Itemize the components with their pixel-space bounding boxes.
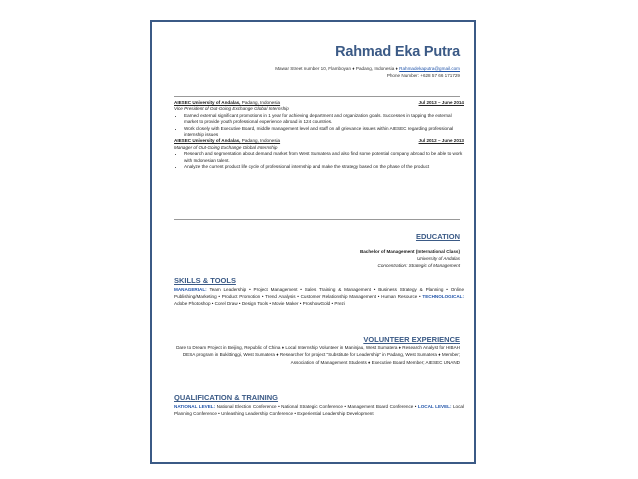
date-range: Jul 2012 – June 2013: [418, 138, 464, 144]
education-block: [360, 248, 460, 269]
national-label: NATIONAL LEVEL:: [174, 404, 216, 409]
local-label: LOCAL LEVEL:: [417, 404, 452, 409]
skills-title: SKILLS & TOOLS: [174, 276, 236, 285]
divider: [174, 96, 460, 97]
experience-item: [174, 100, 464, 138]
bullet: • Research and segmentation about demand market from West Sumatera and also find some potential company abroad to be able to work with Indonesian talent.: [184, 151, 464, 164]
org-location: Padang, Indonesia: [241, 100, 281, 105]
managerial-label: MANAGERIAL:: [174, 287, 207, 292]
contact-info: [170, 65, 460, 79]
email-link[interactable]: Rahmadekaputra@gmail.com: [399, 66, 460, 71]
bullet: • Earned external significant promotions in 1 year for achieving department and organization goals. Successes in tapping the external market to provide youth professional experience abroad in 124 countries.: [184, 113, 464, 126]
date-range: Jul 2013 – June 2014: [418, 100, 464, 105]
technological-text: Adobe Photoshop • Corel Draw • Design Tools • Movie Maker • ProshowGold • Prezi: [174, 301, 345, 307]
experience-item: [174, 138, 464, 170]
university: University of Andalas: [417, 256, 460, 261]
national-text: National Election Conference • National Strategic Conference • Management Board Conference •: [216, 404, 417, 409]
managerial-text: Team Leadership • Project Management • Sales Training & Management • Business Strategy & Planning • Online Publishing/Marketing • Product Promotion • Trend Analysis • Customer Relationship Management • Human Resource •: [174, 287, 465, 300]
degree: Bachelor of Management (International Class): [359, 249, 460, 254]
local-text: Local Planning Conference • Unleashing Leadership Conference • Experiential Leadership Development: [174, 404, 464, 417]
bullet: • Work closely with Executive Board, middle management level and staff on all grievance issues within AIESEC regarding professional internship issues: [184, 126, 464, 139]
qualification-block: [174, 403, 464, 417]
role-title: Vice President of Out-Going Exchange Global Internship: [174, 106, 289, 112]
address: Mawar Street number 10, Flamboyan ♦ Padang, Indonesia ♦: [275, 66, 398, 71]
org-name: AIESEC University of Andalas,: [174, 100, 241, 105]
experience-section: [174, 100, 464, 170]
resume-page: [150, 20, 476, 464]
role-title: Manager of Out-Going Exchange Global Internship: [174, 144, 278, 150]
candidate-name: Rahmad Eka Putra: [335, 44, 460, 60]
concentration: Concentration: Strategic of Management: [377, 263, 460, 268]
volunteer-title: VOLUNTEER EXPERIENCE: [363, 335, 460, 344]
education-title: EDUCATION: [415, 232, 460, 241]
org-location: Padang, Indonesia: [241, 138, 281, 144]
volunteer-text: Dare to Dream Project in Beijing, Republic of China ♦ Local Internship Volunteer in Maninjau, West Sumatera ♦ Research Analyst for HIBAH DESA program in Bukittinggi, West Sumatera ♦ Researcher for project "Substitute for Leadership" in Padang, West Sumatera ♦ Member; Association of Management Students ♦ Executive Board Member; AIESEC UNAND: [176, 345, 460, 365]
divider: [174, 219, 460, 220]
bullet: • Analyze the current product life cycle of professional internship and make the strategy based on the phase of the product: [184, 164, 464, 170]
skills-block: [174, 286, 464, 308]
technological-label: TECHNOLOGICAL:: [422, 294, 464, 300]
org-name: AIESEC University of Andalas,: [174, 138, 241, 144]
phone: Phone Number: +628 57 66 171729: [386, 73, 460, 78]
qualification-title: QUALIFICATION & TRAINING: [174, 393, 279, 402]
